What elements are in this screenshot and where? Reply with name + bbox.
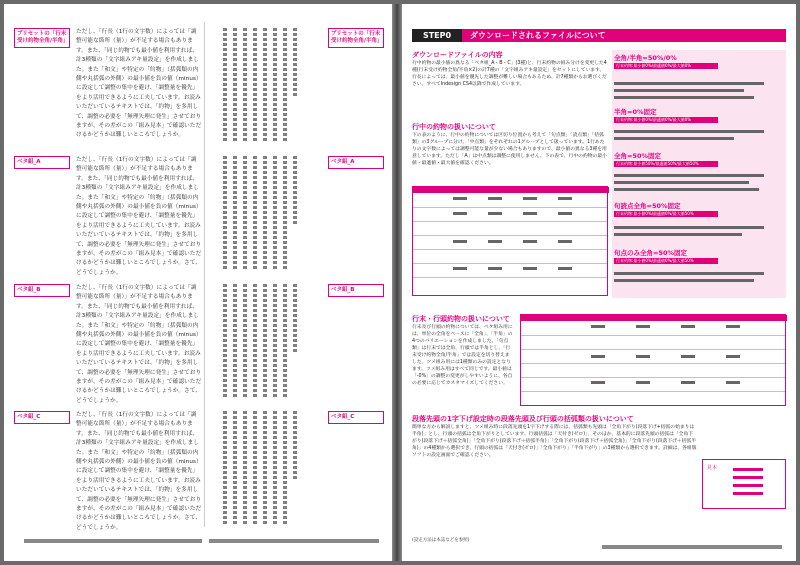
block-tag: ベタ組_C <box>14 411 70 424</box>
section-heading: 段落先頭の1字下げ設定時の段落先頭及び行頭の括弧類の扱いについて <box>412 415 634 423</box>
vertical-text-column <box>219 284 319 399</box>
block-text: ただし、「行長（1行の文字数）によっては「調整可能な箇所（量）」が不足する場合もあります。また、「同じ約物でも最小値を利用すれば、計3種類の「文字組みアキ量設定」を作成しました。また「和文」や特定の「約物」（括弧類の内側や丸括弧の外側）の最小値を負の値（minus）に設定して調整の集中を避け、「調整量を優先」をより活用できるように工夫しています。お読みいただいているテキストでは、「約物」を多用して、調整の必要を「無理矢理に発生」させておりますが、その差がこの「組み見本」で確認いただけるかどうかは難しいところでしょうか。 <box>76 29 202 139</box>
data-table <box>520 314 786 406</box>
block-tag-right: ベタ組_C <box>328 411 384 424</box>
setting-spec: 行末約物:最小値50%/最適値50%/最大値50% <box>614 161 718 167</box>
section-heading: 行末・行頭約物の扱いについて <box>412 315 510 323</box>
step-label: STEP0 <box>412 29 462 42</box>
setting-title: 半角=0%固定 <box>614 108 657 116</box>
sample-block <box>14 282 384 407</box>
sample-label: 見本 <box>707 465 718 471</box>
footer-bar <box>209 539 379 543</box>
setting-spec: 行末約物:最小値0%/最適値0%/最大値0% <box>614 63 718 69</box>
section-text: 下の表のように、行中の約物については区切り位置から考えて「句点類」「読点類」「括弧類」の3グループに分け、「中点類」をそれぞれの1グループとして扱っています。1行あたりの文字数によっては調整可能な量が少ない場合もありますので、最小値の異なる3種を用意しています。ただし「A」は中点類は調整に使用しません。下の表で、行中の約物の最小値・最適値・最大値を確認ください。 <box>412 133 607 166</box>
setting-spec: 行末約物:最小値0%/最適値0%/最大値0% <box>614 117 718 123</box>
vertical-text-column <box>219 156 319 271</box>
title-bar <box>412 29 786 42</box>
block-tag: ベタ組_B <box>14 284 70 297</box>
section-heading: 行中の約物の扱いについて <box>412 123 496 131</box>
vertical-text-column <box>219 28 319 143</box>
setting-entry <box>614 249 694 264</box>
setting-entry <box>614 108 692 123</box>
page-title: ダウンロードされるファイルについて <box>470 31 606 40</box>
section-text: 行中約物の最小値の異なる「ベタ組_A・B・C」(3種)と、行末約物の組み分けを変更した4種(行末受け約物全角/半角×2)の計7種の「文字組みアキ量設定」をセットにしています。行長によっては、最小値を優先した調整が難しい場合もあるため、計7種類からお選びください。すべてIndesign CS4以降で作成しています。 <box>412 61 607 87</box>
block-tag-right: プリセットの「行末受け約物全角/半角」 <box>328 28 384 48</box>
book-spine <box>392 4 402 561</box>
sample-figure <box>702 459 786 509</box>
block-tag-right: ベタ組_A <box>328 156 384 169</box>
footer-bar <box>602 545 782 549</box>
setting-title: 句読点全角=50%固定 <box>614 202 681 210</box>
sample-block <box>14 409 384 534</box>
block-text: ただし、「行長（1行の文字数）によっては「調整可能な箇所（量）」が不足する場合もあります。また、「同じ約物でも最小値を利用すれば、計3種類の「文字組みアキ量設定」を作成しました。また「和文」や特定の「約物」（括弧類の内側や丸括弧の外側）の最小値を負の値（minus）に設定して調整の集中を避け、「調整量を優先」をより活用できるように工夫しています。お読みいただいているテキストでは、「約物」を多用して、調整の必要を「無理矢理に発生」させておりますが、その差がこの「組み見本」で確認いただけるかどうかは難しいところでしょうか。さて、どうでしょうか。 <box>76 285 202 404</box>
footnote: (設定方法は本誌などを参照) <box>412 538 470 543</box>
footer-bar <box>24 539 202 543</box>
setting-entry <box>614 152 699 167</box>
setting-spec: 行末約物:最小値0%/最適値0%/最大値50% <box>614 211 718 217</box>
setting-title: 句点のみ全角=50%固定 <box>614 249 688 257</box>
right-page <box>402 4 796 561</box>
setting-entry <box>614 54 692 69</box>
sample-block <box>14 154 384 279</box>
sample-block <box>14 26 384 151</box>
block-text: ただし、「行長（1行の文字数）によっては「調整可能な箇所（量）」が不足する場合もあります。また、「同じ約物でも最小値を利用すれば、計3種類の「文字組みアキ量設定」を作成しました。また「和文」や特定の「約物」（括弧類の内側や丸括弧の外側）の最小値を負の値（minus）に設定して調整の集中を避け、「調整量を優先」をより活用できるように工夫しています。お読みいただいているテキストでは、「約物」を多用して、調整の必要を「無理矢理に発生」させておりますが、その差がこの「組み見本」で確認いただけるかどうかは難しいところでしょうか。さて、どうでしょうか。 <box>76 412 202 531</box>
block-text: ただし、「行長（1行の文字数）によっては「調整可能な箇所（量）」が不足する場合もあります。また、「同じ約物でも最小値を利用すれば、計3種類の「文字組みアキ量設定」を作成しました。また「和文」や特定の「約物」（括弧類の内側や丸括弧の外側）の最小値を負の値（minus）に設定して調整の集中を避け、「調整量を優先」をより活用できるように工夫しています。お読みいただいているテキストでは、「約物」を多用して、調整の必要を「無理矢理に発生」させておりますが、その差がこの「組み見本」で確認いただけるかどうかは難しいところでしょうか。さて、どうでしょうか。 <box>76 157 202 276</box>
vertical-text-column <box>219 411 319 526</box>
block-tag: ベタ組_A <box>14 156 70 169</box>
setting-title: 全角=50%固定 <box>614 152 662 160</box>
block-tag: プリセットの「行末受け約物全角/半角」 <box>14 28 70 48</box>
block-tag-right: ベタ組_B <box>328 284 384 297</box>
setting-spec: 行末約物:最小値0%/最適値0%/最大値50% <box>614 258 718 264</box>
data-table <box>412 186 608 296</box>
section-heading: ダウンロードファイルの内容 <box>412 51 503 59</box>
left-page <box>4 4 392 561</box>
setting-title: 全角/半角=50%/0% <box>614 54 677 62</box>
section-text: 簡単な方から解説しますと、ツメ組み時に段落先頭を1字下げする際には、括弧類も先頭は「全角下がり(段落下げ+括弧の始まりは半角)」とし、行頭の括弧は全角下がりとしています。行頭括弧は「天付き(ゼロ)」、そのほか、基本的に段落先頭の括弧は「全角下がり(段落下げ＋括弧全角)」「全角下がり(段落下げ＋括弧半角)」「全角下がり(段落下げ＋括弧全角)」「全角下がり(段落下げ＋括弧半角)」の4種類から選択でき、行頭の括弧は「天付き(ゼロ)」「全角下がり」「半角下がり」の3種類から選択できます。詳細は、各組版ソフトの設定画面でご確認ください。 <box>412 425 697 458</box>
section-text: 行末及び行頭の約物については、ベタ組み用には、単位の全角をベースに「全角」、「半角」の4つのバリエーションを作成しました。「句点類」は行末では全角、行頭では半角とし、「行末受け約物全角/半角」では設定を切り替えました。ツメ組み用には1種類のみの設定となります。ツメ組み用はすべて同じです。最小値は「-0%」の調整の変更がしやすいように、各自の必要に応じてカスタマイズしてください。 <box>412 325 513 386</box>
setting-entry <box>614 202 694 217</box>
